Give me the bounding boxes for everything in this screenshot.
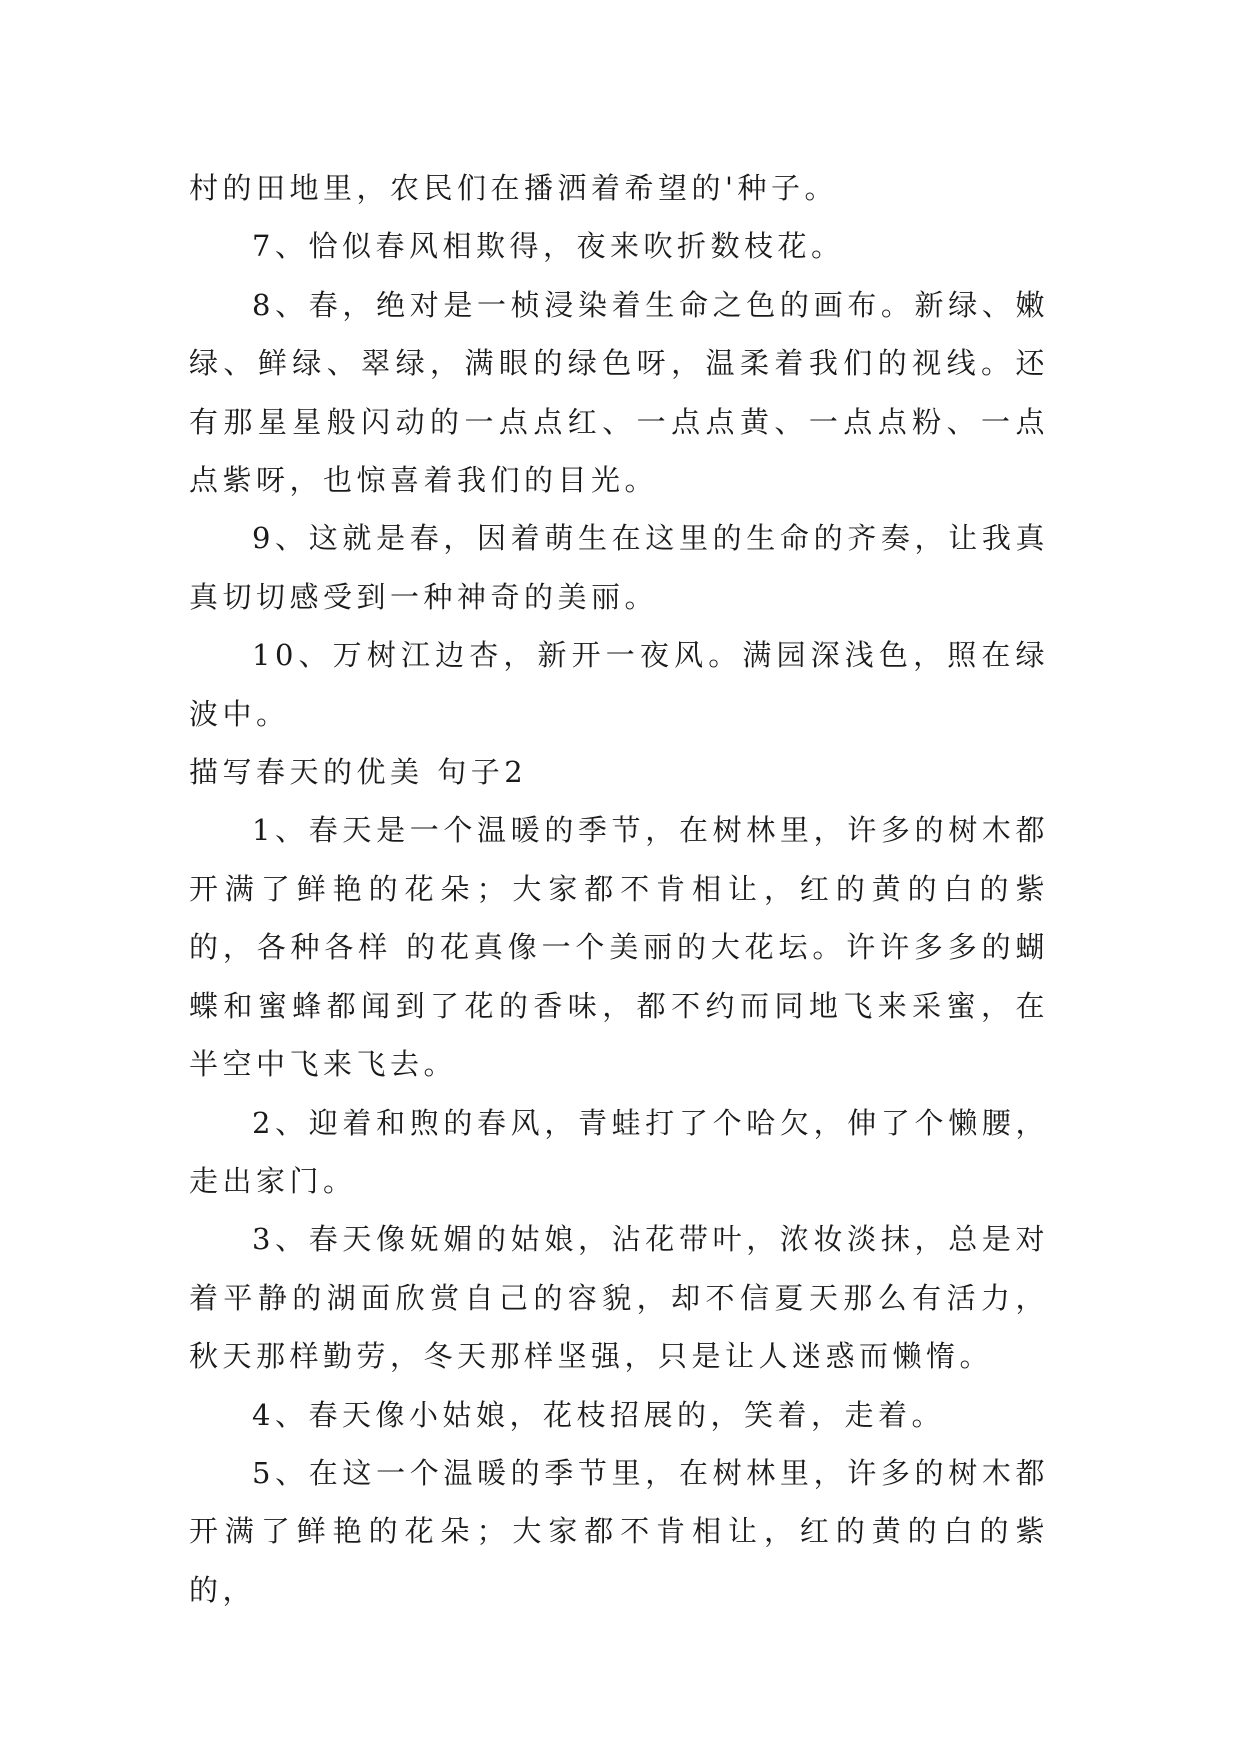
section2-item-2: 2、迎着和煦的春风，青蛙打了个哈欠，伸了个懒腰，走出家门。 (189, 1105, 1049, 1198)
section-heading: 描写春天的优美 句子2 (189, 755, 528, 790)
paragraph-item-7: 7、恰似春风相欺得，夜来吹折数枝花。 (252, 229, 845, 264)
paragraph-item-9: 9、这就是春，因着萌生在这里的生命的齐奏，让我真真切切感受到一种神奇的美丽。 (189, 521, 1049, 614)
paragraph-item-8: 8、春，绝对是一桢浸染着生命之色的画布。新绿、嫩绿、鲜绿、翠绿，满眼的绿色呀，温柔着我们的视线。还有那星星般闪动的一点点红、一点点黄、一点点粉、一点点紫呀，也惊喜着我们的目光。 (189, 287, 1049, 498)
section2-item-1: 1、春天是一个温暖的季节，在树林里，许多的树木都开满了鲜艳的花朵；大家都不肯相让，红的黄的白的紫的，各种各样 的花真像一个美丽的大花坛。许许多多的蝴蝶和蜜蜂都闻到了花的香味，都不约而同地飞来采蜜，在半空中飞来飞去。 (189, 813, 1049, 1082)
section2-item-3: 3、春天像妩媚的姑娘，沾花带叶，浓妆淡抹，总是对着平静的湖面欣赏自己的容貌，却不信夏天那么有活力，秋天那样勤劳，冬天那样坚强，只是让人迷惑而懒惰。 (189, 1222, 1049, 1374)
section2-item-5: 5、在这一个温暖的季节里，在树林里，许多的树木都开满了鲜艳的花朵；大家都不肯相让，红的黄的白的紫的， (189, 1455, 1049, 1607)
section2-item-4: 4、春天像小姑娘，花枝招展的，笑着，走着。 (252, 1397, 945, 1432)
paragraph-item-10: 10、万树江边杏，新开一夜风。满园深浅色，照在绿波中。 (189, 638, 1049, 731)
paragraph-continuation: 村的田地里，农民们在播洒着希望的'种子。 (189, 171, 838, 205)
document-body (189, 159, 1049, 1619)
